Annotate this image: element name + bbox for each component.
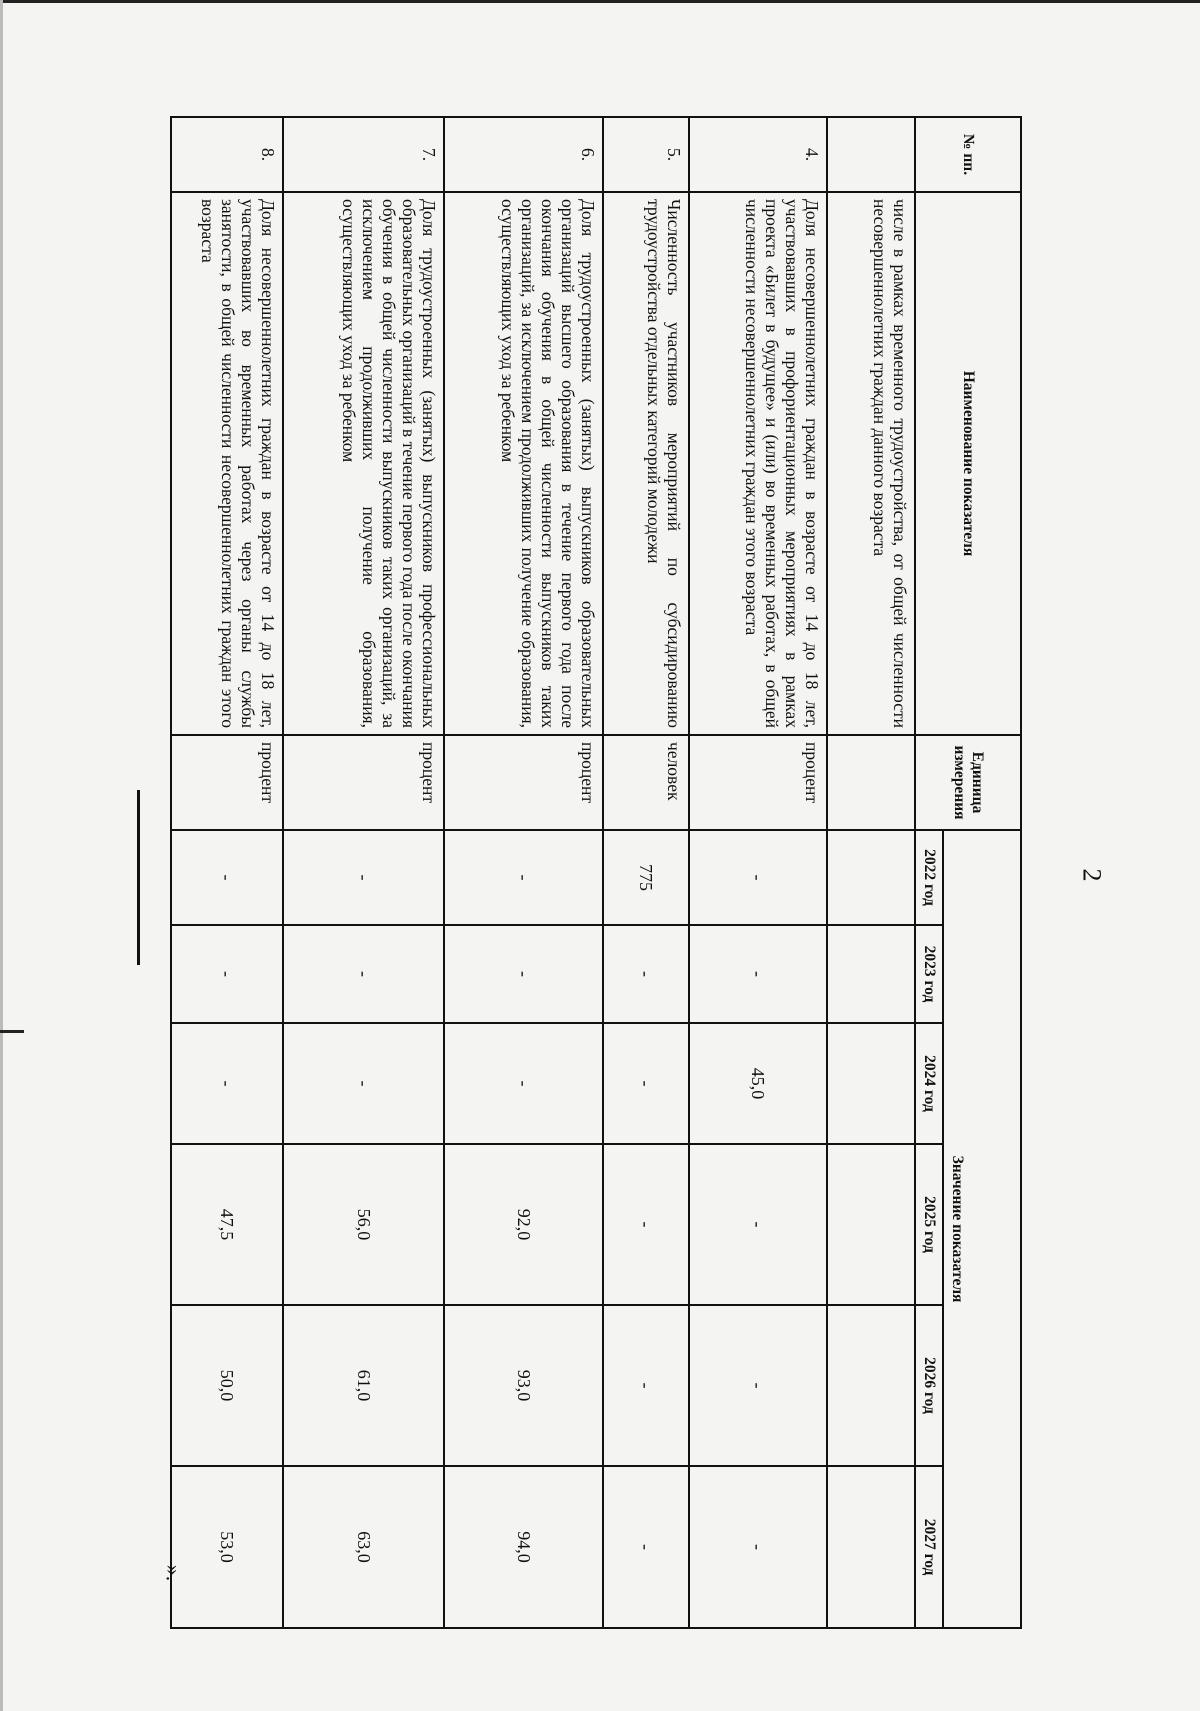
value-cell: - <box>283 1023 444 1144</box>
value-cell: - <box>689 830 828 925</box>
indicator-table <box>170 116 1022 1629</box>
col-header-unit: Единица измерения <box>915 735 1021 830</box>
table-row <box>603 117 689 1628</box>
value-cell: 94,0 <box>444 1466 603 1628</box>
page-number: 2 <box>1077 868 1107 882</box>
col-header-no: № пп. <box>915 117 1021 192</box>
row-number: 6. <box>444 117 603 192</box>
table-row <box>283 117 444 1628</box>
value-cell: 63,0 <box>283 1466 444 1628</box>
value-cell <box>827 1466 915 1628</box>
header-row-1 <box>943 117 1021 1628</box>
value-cell: 50,0 <box>171 1305 283 1466</box>
table-row <box>827 117 915 1628</box>
value-cell: 61,0 <box>283 1305 444 1466</box>
value-cell: - <box>689 925 828 1023</box>
unit-cell: процент <box>444 735 603 830</box>
value-cell: - <box>171 1023 283 1144</box>
value-cell: 53,0 <box>171 1466 283 1628</box>
col-header-value-group: Значение показателя <box>943 830 1021 1628</box>
value-cell: - <box>444 830 603 925</box>
row-number: 8. <box>171 117 283 192</box>
row-number: 4. <box>689 117 828 192</box>
col-header-year: 2025 год <box>915 1144 943 1305</box>
value-cell: - <box>603 925 689 1023</box>
value-cell: - <box>444 1023 603 1144</box>
value-cell <box>827 925 915 1023</box>
value-cell <box>827 830 915 925</box>
unit-cell <box>827 735 915 830</box>
value-cell <box>827 1305 915 1466</box>
closing-quote-mark: ». <box>161 1564 187 1582</box>
unit-cell: процент <box>171 735 283 830</box>
value-cell <box>827 1144 915 1305</box>
indicator-name: числе в рамках временного трудоустройства, от общей численности несовершеннолетних граждан данного возраста <box>827 192 915 735</box>
row-number: 5. <box>603 117 689 192</box>
value-cell: - <box>444 925 603 1023</box>
table-row <box>689 117 828 1628</box>
value-cell: - <box>689 1305 828 1466</box>
scan-edge-left <box>0 0 3 1711</box>
value-cell: - <box>603 1305 689 1466</box>
rotated-table-frame <box>170 116 1022 1627</box>
col-header-year: 2027 год <box>915 1466 943 1628</box>
value-cell: - <box>603 1466 689 1628</box>
col-header-year: 2023 год <box>915 925 943 1023</box>
row-number: 7. <box>283 117 444 192</box>
value-cell: - <box>603 1144 689 1305</box>
table-row <box>171 117 283 1628</box>
col-header-year: 2024 год <box>915 1023 943 1144</box>
unit-cell: человек <box>603 735 689 830</box>
col-header-year: 2026 год <box>915 1305 943 1466</box>
value-cell: - <box>283 925 444 1023</box>
unit-cell: процент <box>283 735 444 830</box>
value-cell: - <box>283 830 444 925</box>
value-cell: 56,0 <box>283 1144 444 1305</box>
value-cell: - <box>689 1144 828 1305</box>
indicator-name: Доля трудоустроенных (занятых) выпускников образовательных организаций высшего образования в течение первого года после окончания обучения в общей численности выпускников таких организаций, за исключением продолживших получение образования, осуществляющих уход за ребенком <box>444 192 603 735</box>
value-cell <box>827 1023 915 1144</box>
value-cell: - <box>603 1023 689 1144</box>
col-header-name: Наименование показателя <box>915 192 1021 735</box>
value-cell: - <box>171 925 283 1023</box>
value-cell: 93,0 <box>444 1305 603 1466</box>
unit-cell: процент <box>689 735 828 830</box>
value-cell: 45,0 <box>689 1023 828 1144</box>
value-cell: 775 <box>603 830 689 925</box>
scan-edge-top <box>0 0 1200 3</box>
margin-mark <box>0 1030 24 1033</box>
indicator-name: Доля трудоустроенных (занятых) выпускников профессиональных образовательных организаций в течение первого года после окончания обучения в общей численности выпускников таких организаций, за исключением продолживших получение образования, осуществляющих уход за ребенком <box>283 192 444 735</box>
value-cell: - <box>171 830 283 925</box>
indicator-name: Численность участников мероприятий по субсидированию трудоустройства отдельных категорий молодежи <box>603 192 689 735</box>
indicator-name: Доля несовершеннолетних граждан в возрасте от 14 до 18 лет, участвовавших во временных работах через органы службы занятости, в общей численности несовершеннолетних граждан этого возраста <box>171 192 283 735</box>
value-cell: 47,5 <box>171 1144 283 1305</box>
row-number <box>827 117 915 192</box>
col-header-year: 2022 год <box>915 830 943 925</box>
table-row <box>444 117 603 1628</box>
margin-rule <box>137 790 140 965</box>
value-cell: - <box>689 1466 828 1628</box>
value-cell: 92,0 <box>444 1144 603 1305</box>
indicator-name: Доля несовершеннолетних граждан в возрасте от 14 до 18 лет, участвовавших в профориентационных мероприятиях в рамках проекта «Билет в будущее» и (или) во временных работах, в общей численности несовершеннолетних граждан этого возраста <box>689 192 828 735</box>
